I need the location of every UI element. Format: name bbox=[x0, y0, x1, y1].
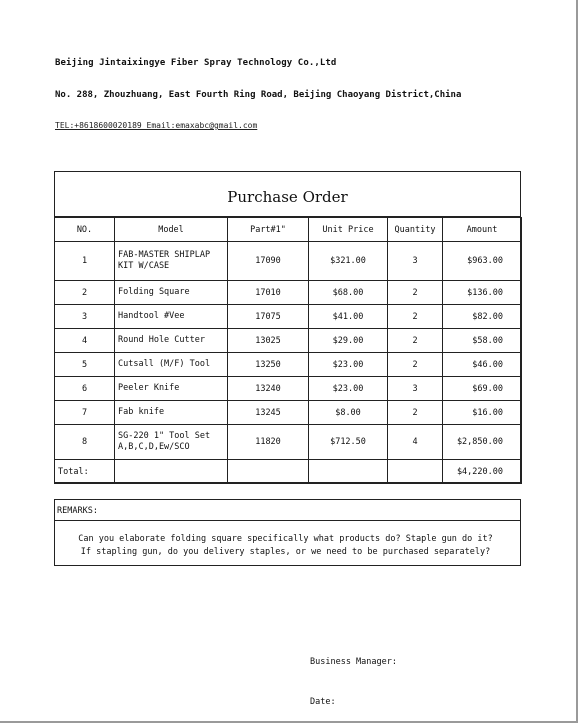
cell-quantity: 2 bbox=[388, 401, 443, 425]
cell-model: Folding Square bbox=[115, 281, 228, 305]
purchase-order-table bbox=[54, 217, 522, 484]
cell-quantity: 2 bbox=[388, 353, 443, 377]
cell-part: 17010 bbox=[228, 281, 309, 305]
remarks-box bbox=[54, 499, 521, 566]
cell-amount: $69.00 bbox=[443, 377, 522, 401]
business-manager-label: Business Manager: bbox=[310, 657, 397, 667]
cell-unit-price: $712.50 bbox=[309, 425, 388, 460]
total-amount: $4,220.00 bbox=[443, 460, 522, 484]
cell-part: 17090 bbox=[228, 242, 309, 281]
cell-amount: $16.00 bbox=[443, 401, 522, 425]
table-row bbox=[55, 242, 522, 281]
cell-unit-price: $8.00 bbox=[309, 401, 388, 425]
cell-model: Cutsall (M/F) Tool bbox=[115, 353, 228, 377]
cell-part: 11820 bbox=[228, 425, 309, 460]
company-address: No. 288, Zhouzhuang, East Fourth Ring Road, Beijing Chaoyang District,China bbox=[55, 90, 462, 100]
column-header-part: Part#1" bbox=[228, 218, 309, 242]
cell-unit-price: $321.00 bbox=[309, 242, 388, 281]
cell-no: 1 bbox=[55, 242, 115, 281]
table-row bbox=[55, 401, 522, 425]
cell-part: 13025 bbox=[228, 329, 309, 353]
cell-model: Round Hole Cutter bbox=[115, 329, 228, 353]
company-contact[interactable]: TEL:+8618600020189 Email:emaxabc@gmail.com bbox=[55, 121, 258, 130]
purchase-order-title: Purchase Order bbox=[55, 172, 520, 217]
cell-amount: $136.00 bbox=[443, 281, 522, 305]
cell-amount: $58.00 bbox=[443, 329, 522, 353]
total-row bbox=[55, 460, 522, 484]
cell-unit-price: $29.00 bbox=[309, 329, 388, 353]
cell-quantity: 2 bbox=[388, 305, 443, 329]
cell-model: SG-220 1" Tool Set A,B,C,D,Ew/SCO bbox=[115, 425, 228, 460]
cell-unit-price: $23.00 bbox=[309, 353, 388, 377]
cell-model: Peeler Knife bbox=[115, 377, 228, 401]
total-label: Total: bbox=[55, 460, 115, 484]
cell-amount: $2,850.00 bbox=[443, 425, 522, 460]
cell-unit-price: $68.00 bbox=[309, 281, 388, 305]
purchase-order-box bbox=[54, 171, 521, 483]
cell-model: FAB-MASTER SHIPLAP KIT W/CASE bbox=[115, 242, 228, 281]
table-header-row bbox=[55, 218, 522, 242]
table-row bbox=[55, 425, 522, 460]
cell-quantity: 4 bbox=[388, 425, 443, 460]
cell-unit-price: $41.00 bbox=[309, 305, 388, 329]
table-row bbox=[55, 353, 522, 377]
cell-part: 13245 bbox=[228, 401, 309, 425]
cell-quantity: 2 bbox=[388, 281, 443, 305]
cell-no: 4 bbox=[55, 329, 115, 353]
cell-amount: $82.00 bbox=[443, 305, 522, 329]
cell-no: 5 bbox=[55, 353, 115, 377]
table-row bbox=[55, 281, 522, 305]
cell-amount: $963.00 bbox=[443, 242, 522, 281]
remarks-label: REMARKS: bbox=[55, 500, 520, 521]
remarks-text: Can you elaborate folding square specifically what products do? Staple gun do it? If stapling gun, do you delivery staples, or we need to be purchased separately? bbox=[78, 534, 493, 557]
table-row bbox=[55, 377, 522, 401]
table-row bbox=[55, 305, 522, 329]
column-header-quantity: Quantity bbox=[388, 218, 443, 242]
column-header-no: NO. bbox=[55, 218, 115, 242]
table-row bbox=[55, 329, 522, 353]
company-name: Beijing Jintaixingye Fiber Spray Technology Co.,Ltd bbox=[55, 58, 337, 68]
cell-no: 7 bbox=[55, 401, 115, 425]
cell-part: 17075 bbox=[228, 305, 309, 329]
cell-no: 2 bbox=[55, 281, 115, 305]
column-header-unit-price: Unit Price bbox=[309, 218, 388, 242]
cell-part: 13250 bbox=[228, 353, 309, 377]
cell-amount: $46.00 bbox=[443, 353, 522, 377]
column-header-model: Model bbox=[115, 218, 228, 242]
cell-no: 3 bbox=[55, 305, 115, 329]
cell-quantity: 3 bbox=[388, 242, 443, 281]
cell-model: Fab knife bbox=[115, 401, 228, 425]
cell-quantity: 2 bbox=[388, 329, 443, 353]
cell-model: Handtool #Vee bbox=[115, 305, 228, 329]
column-header-amount: Amount bbox=[443, 218, 522, 242]
cell-unit-price: $23.00 bbox=[309, 377, 388, 401]
total-empty-cell bbox=[115, 460, 228, 484]
total-empty-cell bbox=[228, 460, 309, 484]
total-empty-cell bbox=[388, 460, 443, 484]
date-label: Date: bbox=[310, 697, 336, 707]
cell-quantity: 3 bbox=[388, 377, 443, 401]
total-empty-cell bbox=[309, 460, 388, 484]
cell-part: 13240 bbox=[228, 377, 309, 401]
cell-no: 8 bbox=[55, 425, 115, 460]
cell-no: 6 bbox=[55, 377, 115, 401]
